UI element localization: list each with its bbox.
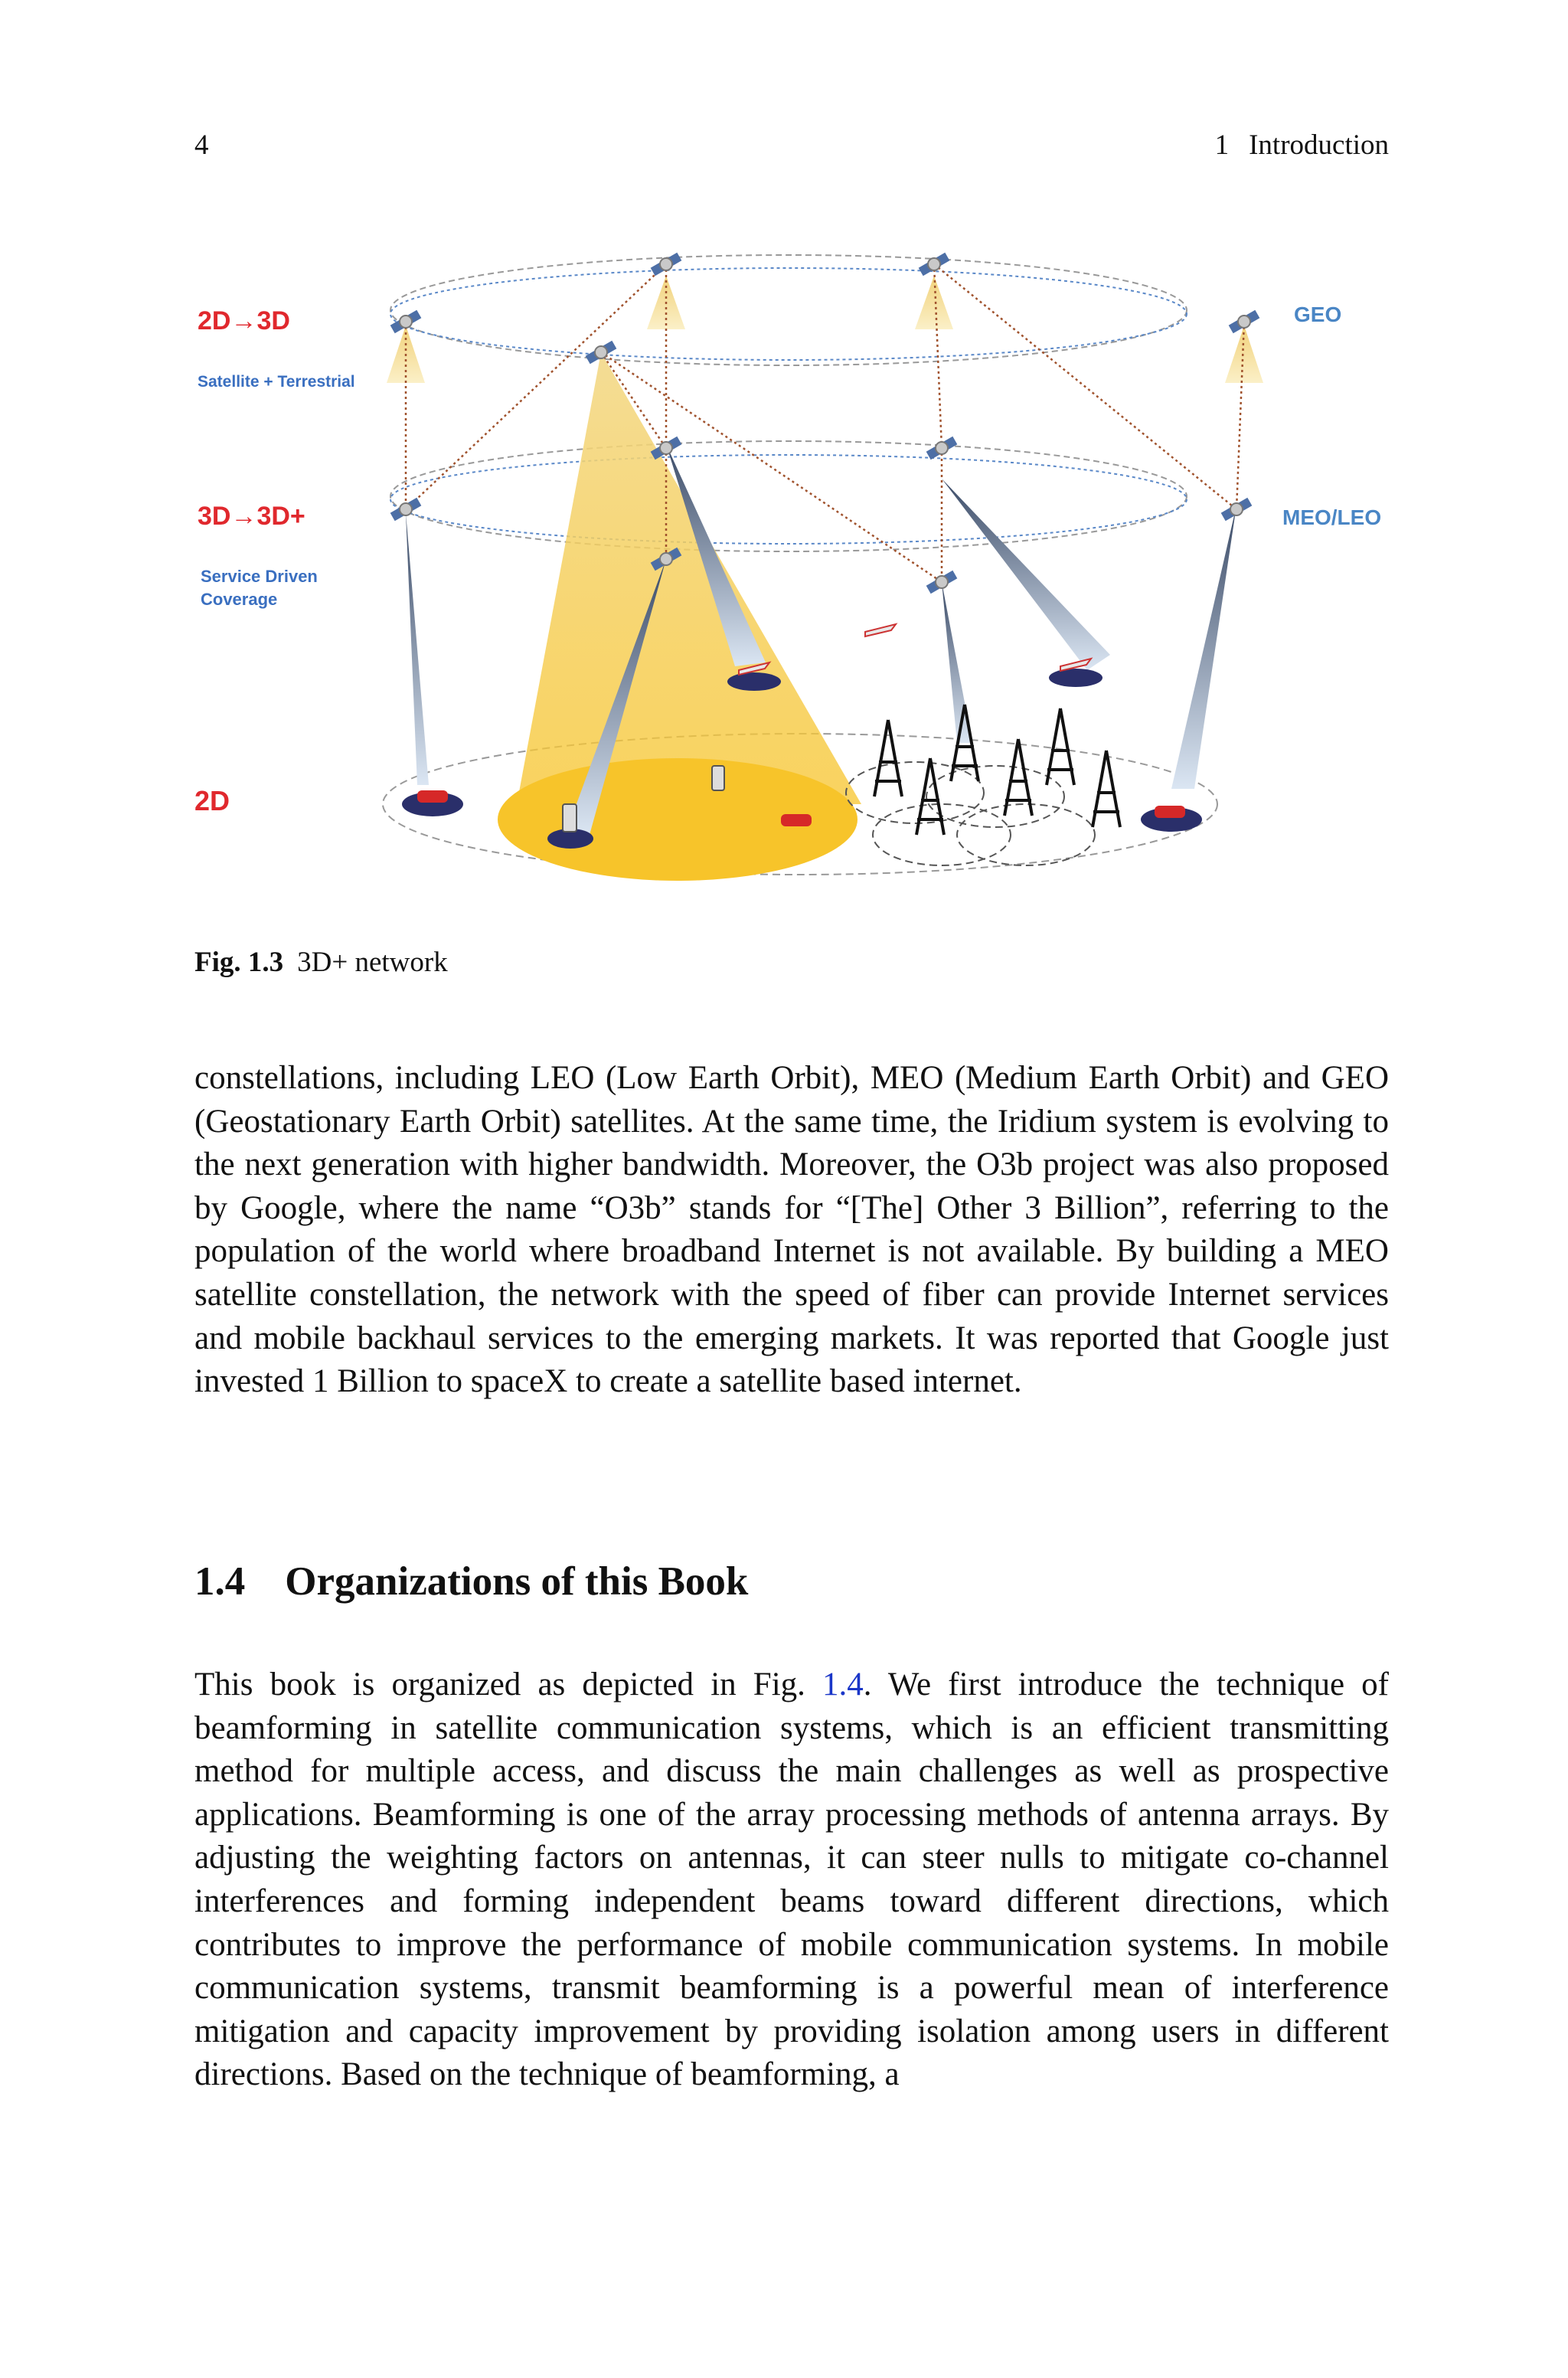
chapter-title-text: Introduction [1249,129,1389,161]
figure-caption [194,944,448,982]
chapter-title [1215,126,1389,165]
paragraph-organization-text-2: . We first introduce the technique of beamforming in satellite communication systems, which is an efficient transmitting method for multiple access, and discuss the main challenges as well as prospective applications. Beamforming is one of the array processing methods of antenna arrays. By adjusting the weighting factors on antennas, it can steer nulls to mitigate co-channel interferences and forming independent beams toward different directions, which contributes to improve the performance of mobile communication systems. In mobile communication systems, transmit beamforming is a powerful mean of interference mitigation and capacity improvement by providing isolation among users in different directions. Based on the technique of beamforming, a [194,1667,1389,2093]
label-coverage: Coverage [201,590,278,609]
cell-towers [874,705,1120,835]
page-number: 4 [194,129,209,161]
coverage-cone [517,352,861,804]
label-2d: 2D [194,785,230,816]
paragraph-organization-text-1: This book is organized as depicted in Fig. [194,1667,823,1703]
satellites [390,253,1260,594]
label-service-driven: Service Driven [201,567,318,586]
geo-orbit-inner [390,268,1187,360]
leo-orbit-outer [390,441,1187,551]
leo-orbit-inner [390,455,1187,544]
geo-orbit-outer [390,255,1187,365]
chapter-number: 1 [1214,129,1230,161]
figure-caption-text: 3D+ network [297,947,448,978]
paragraph-constellations: constellations, including LEO (Low Earth Orbit), MEO (Medium Earth Orbit) and GEO (Geostationary Earth Orbit) satellites. At the same time, the Iridium system is evolving to the next generation with higher bandwidth. Moreover, the O3b project was also proposed by Google, where the name “O3b” stands for “[The] Other 3 Billion”, referring to the population of the world where broadband Internet is not available. By building a MEO satellite constellation, the network with the speed of fiber can provide Internet services and mobile backhaul services to the emerging markets. It was reported that Google just invested 1 Billion to spaceX to create a satellite based internet. [194,1060,1389,1400]
label-meo-leo: MEO/LEO [1282,505,1382,529]
figure-3d-network [184,214,1401,927]
label-3d-3dplus: 3D→3D+ [198,502,305,531]
section-title: Organizations of this Book [285,1559,749,1604]
section-number: 1.4 [194,1559,246,1604]
figure-link[interactable]: 1.4 [822,1667,864,1703]
label-satellite-terrestrial: Satellite + Terrestrial [198,373,355,391]
figure-caption-label: Fig. 1.3 [194,947,284,978]
network-diagram [184,214,1401,927]
label-geo: GEO [1294,303,1342,326]
label-2d-3d: 2D→3D [198,306,290,335]
running-head [194,126,1389,165]
paragraph-organization [194,1663,1389,2097]
section-heading [194,1555,748,1608]
